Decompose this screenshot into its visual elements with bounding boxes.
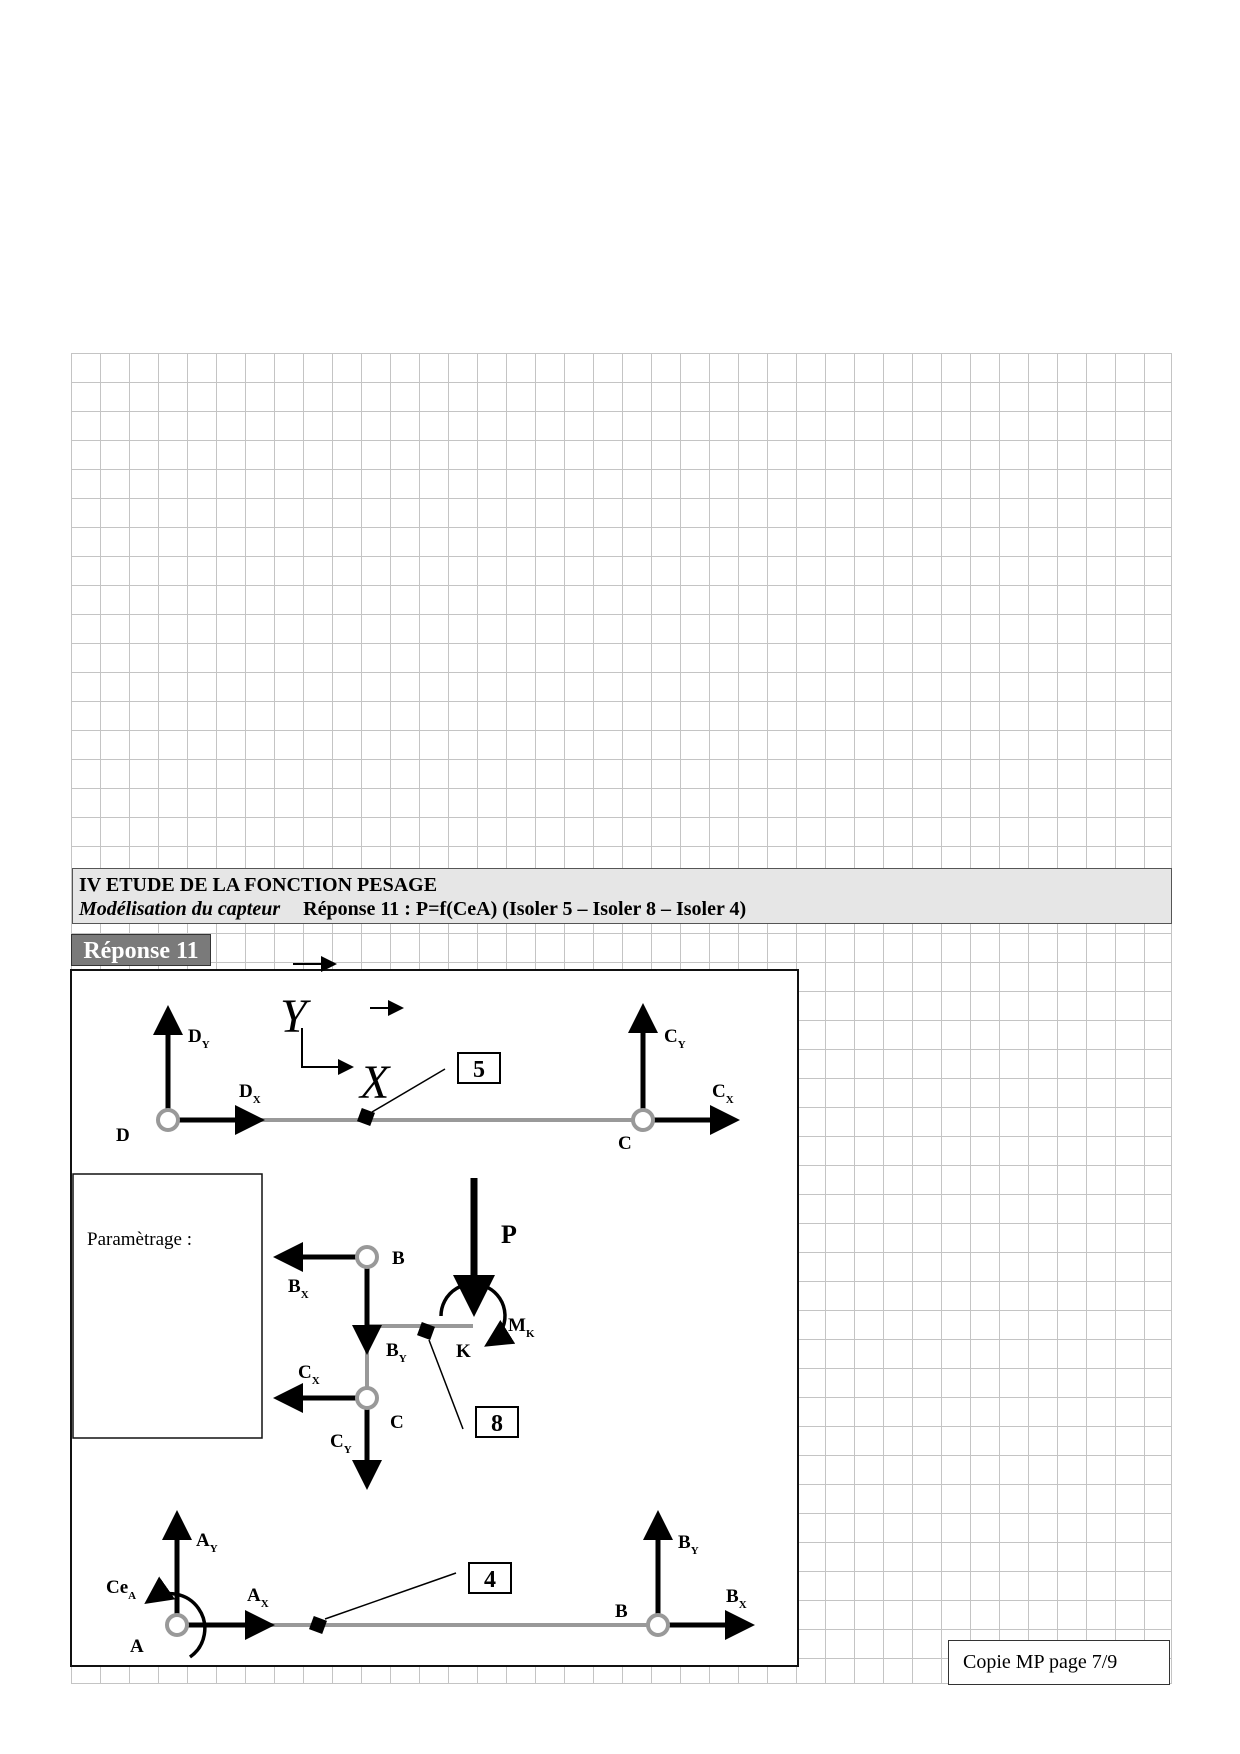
force-bx-bot-label: $B_X$ bbox=[726, 1586, 747, 1611]
page-footer-label: Copie MP page 7/9 bbox=[948, 1640, 1170, 1685]
subtitle-question: Réponse 11 : P=f(CeA) (Isoler 5 – Isoler 8 – Isoler 4) bbox=[303, 898, 747, 920]
moment-cea-label: $Ce_A$ bbox=[106, 1577, 137, 1602]
force-ax-label: $A_X$ bbox=[247, 1585, 269, 1610]
subtitle-italic: Modélisation du capteur bbox=[79, 898, 281, 920]
joint-d bbox=[158, 1110, 178, 1130]
joint-b-mid bbox=[357, 1247, 377, 1267]
force-dy-label: $D_Y$ bbox=[188, 1026, 210, 1051]
force-cx-mid-label: $C_X$ bbox=[298, 1362, 320, 1387]
force-ay-label: $A_Y$ bbox=[196, 1530, 218, 1555]
force-p-label: P bbox=[501, 1220, 517, 1249]
force-cy-mid-label: $C_Y$ bbox=[330, 1431, 352, 1456]
joint-c-top bbox=[633, 1110, 653, 1130]
parametrage-box bbox=[73, 1174, 262, 1438]
point-d-label: D bbox=[116, 1125, 130, 1146]
point-a-label: A bbox=[130, 1636, 144, 1657]
joint-a bbox=[167, 1615, 187, 1635]
point-b-mid-label: B bbox=[392, 1248, 405, 1269]
force-by-label: $B_Y$ bbox=[386, 1340, 407, 1365]
section-title: IV ETUDE DE LA FONCTION PESAGE bbox=[79, 874, 438, 896]
part-4-label: 4 bbox=[484, 1567, 496, 1593]
joint-b-bot bbox=[648, 1615, 668, 1635]
axis-x-label: X bbox=[360, 1056, 390, 1109]
parametrage-label: Paramètrage : bbox=[87, 1229, 192, 1250]
point-c-top-label: C bbox=[618, 1133, 632, 1154]
axis-y-label: Y bbox=[280, 990, 307, 1043]
joint-c-mid bbox=[357, 1388, 377, 1408]
response-label: Réponse 11 bbox=[71, 934, 211, 966]
point-b-bot-label: B bbox=[615, 1601, 628, 1622]
point-c-mid-label: C bbox=[390, 1412, 404, 1433]
moment-mk-label: $M_K$ bbox=[508, 1315, 535, 1340]
part-8-label: 8 bbox=[491, 1411, 503, 1437]
point-k-label: K bbox=[456, 1341, 471, 1362]
force-dx-label: $D_X$ bbox=[239, 1081, 261, 1106]
force-cx-top-label: $C_X$ bbox=[712, 1081, 734, 1106]
force-bx-label: $B_X$ bbox=[288, 1276, 309, 1301]
force-cy-top-label: $C_Y$ bbox=[664, 1026, 686, 1051]
part-5-label: 5 bbox=[473, 1057, 485, 1083]
force-by-bot-label: $B_Y$ bbox=[678, 1532, 699, 1557]
